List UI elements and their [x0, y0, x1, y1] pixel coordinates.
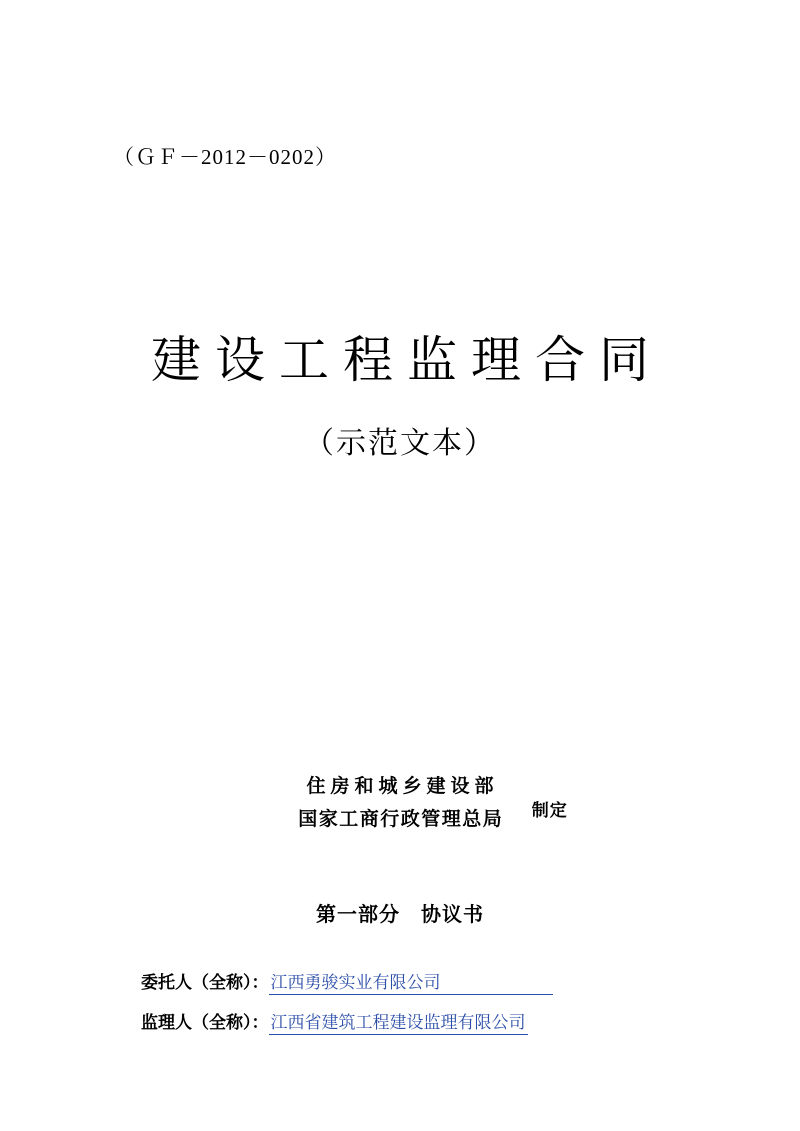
- page-subtitle: （示范文本）: [304, 427, 496, 460]
- issuer-line-1: 住房和城乡建设部: [306, 776, 499, 797]
- issuer-rows: [297, 770, 568, 837]
- part-heading: 第一部分 协议书: [316, 904, 484, 926]
- client-name-field[interactable]: 江西勇骏实业有限公司: [269, 968, 553, 995]
- party-row: [141, 968, 681, 995]
- supervisor-name-field[interactable]: 江西省建筑工程建设监理有限公司: [269, 1008, 528, 1035]
- party-rows: [141, 968, 681, 1048]
- document-code: （ＧＦ－2012－0202）: [113, 145, 337, 169]
- client-label: 委托人（全称）：: [141, 973, 269, 992]
- page-title: 建设工程监理合同: [151, 332, 663, 388]
- issuer-suffix: 制定: [531, 801, 568, 820]
- issuer-block: [0, 770, 800, 837]
- supervisor-label: 监理人（全称）：: [141, 1013, 269, 1032]
- issuer-line-2: 国家工商行政管理总局: [298, 809, 504, 831]
- party-row: [141, 1008, 681, 1035]
